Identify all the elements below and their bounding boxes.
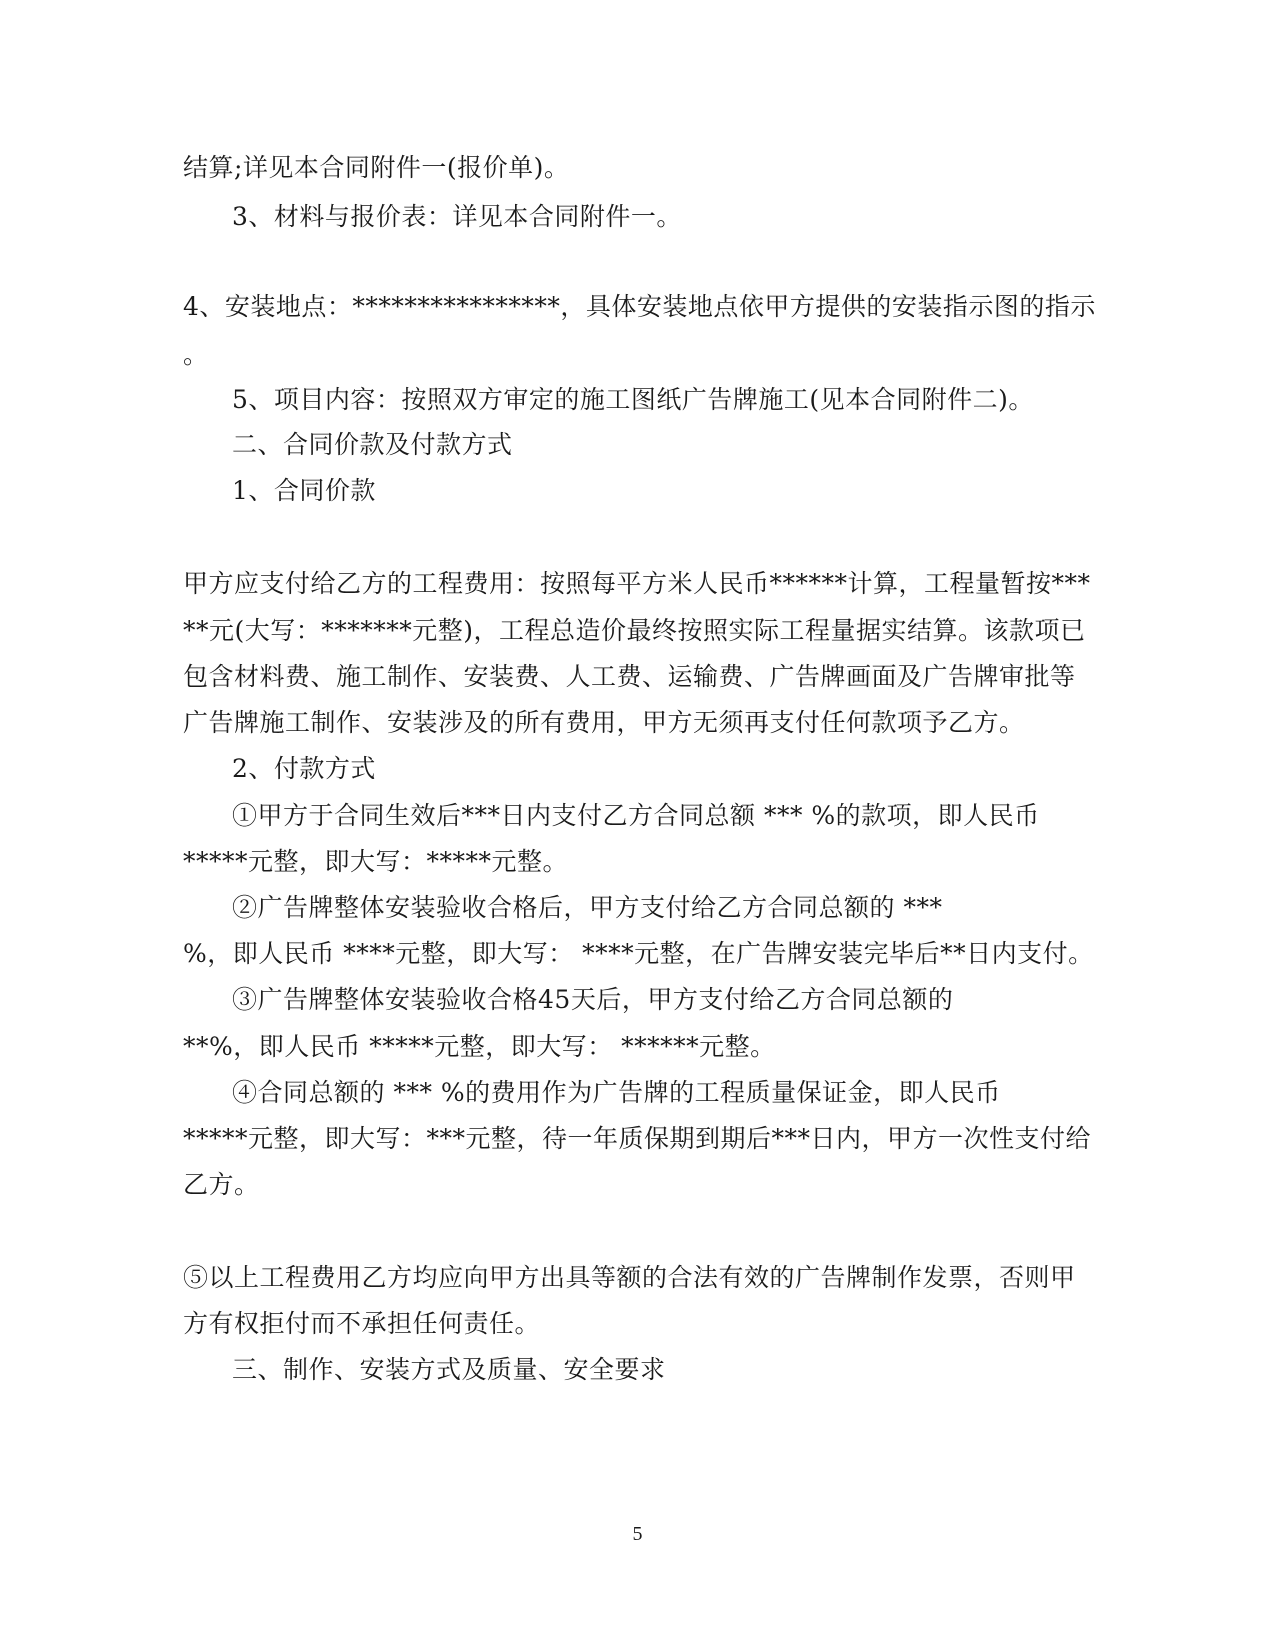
text-line: ⑤以上工程费用乙方均应向甲方出具等额的合法有效的广告牌制作发票，否则甲: [183, 1263, 1076, 1292]
text-line: 。: [183, 340, 209, 369]
text-line: 广告牌施工制作、安装涉及的所有费用，甲方无须再支付任何款项予乙方。: [183, 708, 1025, 737]
section-heading: 三、制作、安装方式及质量、安全要求: [232, 1355, 666, 1384]
text-line: 包含材料费、施工制作、安装费、人工费、运输费、广告牌画面及广告牌审批等: [183, 662, 1076, 691]
section-heading: 二、合同价款及付款方式: [232, 430, 513, 459]
text-line: **%，即人民币 *****元整，即大写： ******元整。: [183, 1032, 776, 1061]
text-line: 乙方。: [183, 1170, 260, 1199]
text-line: 3、材料与报价表：详见本合同附件一。: [232, 202, 682, 231]
text-line: ①甲方于合同生效后***日内支付乙方合同总额 *** %的款项，即人民币: [232, 801, 1040, 830]
text-line: **元(大写：*******元整)，工程总造价最终按照实际工程量据实结算。该款项已: [183, 616, 1086, 645]
text-line: ③广告牌整体安装验收合格45天后，甲方支付给乙方合同总额的: [232, 985, 954, 1014]
text-line: %，即人民币 ****元整，即大写： ****元整，在广告牌安装完毕后**日内支付。: [183, 939, 1094, 968]
subsection-heading: 1、合同价款: [232, 476, 376, 505]
text-line: *****元整，即大写：*****元整。: [183, 847, 569, 876]
text-line: 方有权拒付而不承担任何责任。: [183, 1309, 541, 1338]
page-number: 5: [632, 1523, 643, 1545]
text-line: ④合同总额的 *** %的费用作为广告牌的工程质量保证金，即人民币: [232, 1078, 1001, 1107]
text-line: 甲方应支付给乙方的工程费用：按照每平方米人民币******计算，工程量暂按***: [183, 569, 1091, 598]
text-line: 4、安装地点：****************，具体安装地点依甲方提供的安装指示图的指示: [183, 292, 1096, 321]
text-line: 结算;详见本合同附件一(报价单)。: [183, 153, 570, 182]
text-line: *****元整，即大写：***元整，待一年质保期到期后***日内，甲方一次性支付给: [183, 1124, 1092, 1153]
text-line: ②广告牌整体安装验收合格后，甲方支付给乙方合同总额的 ***: [232, 893, 943, 922]
text-line: 5、项目内容：按照双方审定的施工图纸广告牌施工(见本合同附件二)。: [232, 385, 1034, 414]
subsection-heading: 2、付款方式: [232, 754, 376, 783]
